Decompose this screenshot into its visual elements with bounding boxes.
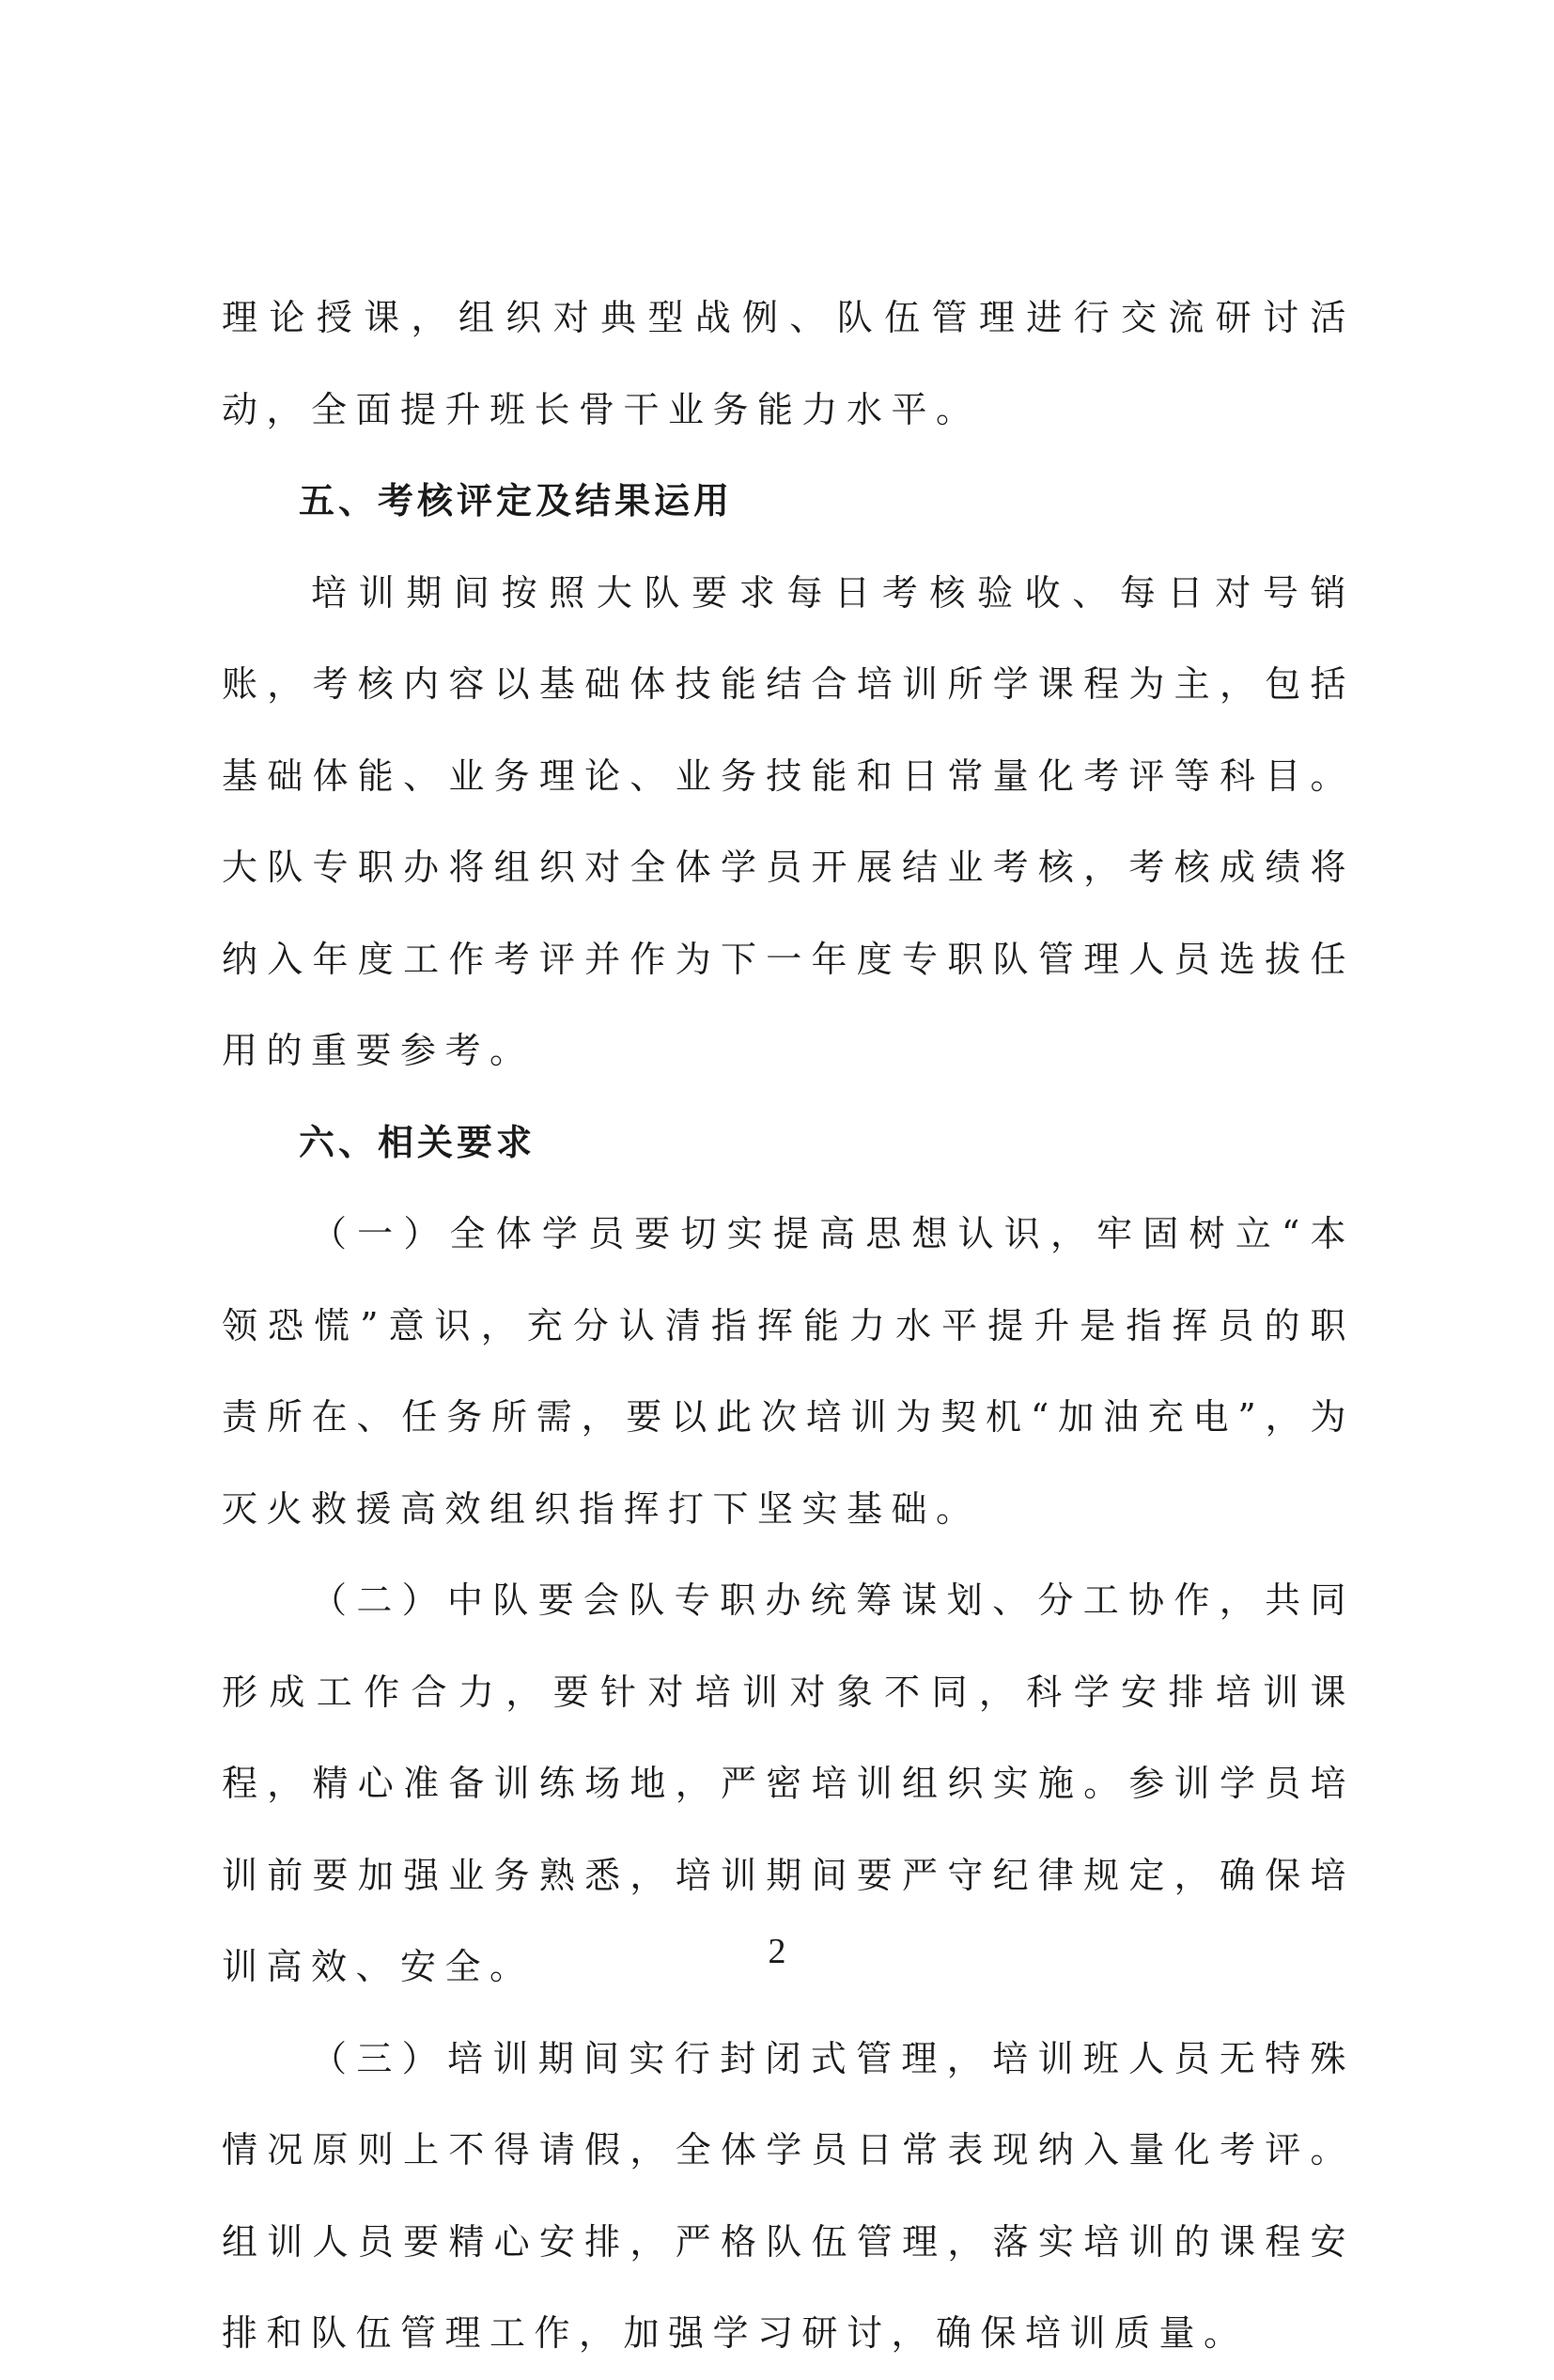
document-body	[222, 272, 1355, 2380]
page-number: 2	[768, 1932, 786, 1971]
paragraph-training-content: 理论授课，组织对典型战例、队伍管理进行交流研讨活动，全面提升班长骨干业务能力水平。	[222, 297, 1355, 430]
paragraph-requirement-2: （二）中队要会队专职办统筹谋划、分工协作，共同形成工作合力，要针对培训对象不同，科学安排培训课程，精心准备训练场地，严密培训组织实施。参训学员培训前要加强业务熟悉，培训期间要严守纪律规定，确保培训高效、安全。	[222, 1579, 1355, 1987]
paragraph-requirement-3: （三）培训期间实行封闭式管理，培训班人员无特殊情况原则上不得请假，全体学员日常表现纳入量化考评。组训人员要精心安排，严格队伍管理，落实培训的课程安排和队伍管理工作，加强学习研讨，确保培训质量。	[222, 2037, 1355, 2354]
section-heading-assessment: 五、考核评定及结果运用	[299, 480, 734, 521]
section-heading-requirements: 六、相关要求	[299, 1121, 536, 1163]
paragraph-assessment: 培训期间按照大队要求每日考核验收、每日对号销账，考核内容以基础体技能结合培训所学课程为主，包括基础体能、业务理论、业务技能和日常量化考评等科目。大队专职办将组织对全体学员开展结业考核，考核成绩将纳入年度工作考评并作为下一年度专职队管理人员选拔任用的重要参考。	[222, 571, 1355, 1071]
paragraph-requirement-1: （一）全体学员要切实提高思想认识，牢固树立“本领恐慌”意识，充分认清指挥能力水平提升是指挥员的职责所在、任务所需，要以此次培训为契机“加油充电”，为灭火救援高效组织指挥打下坚实基础。	[222, 1213, 1355, 1530]
